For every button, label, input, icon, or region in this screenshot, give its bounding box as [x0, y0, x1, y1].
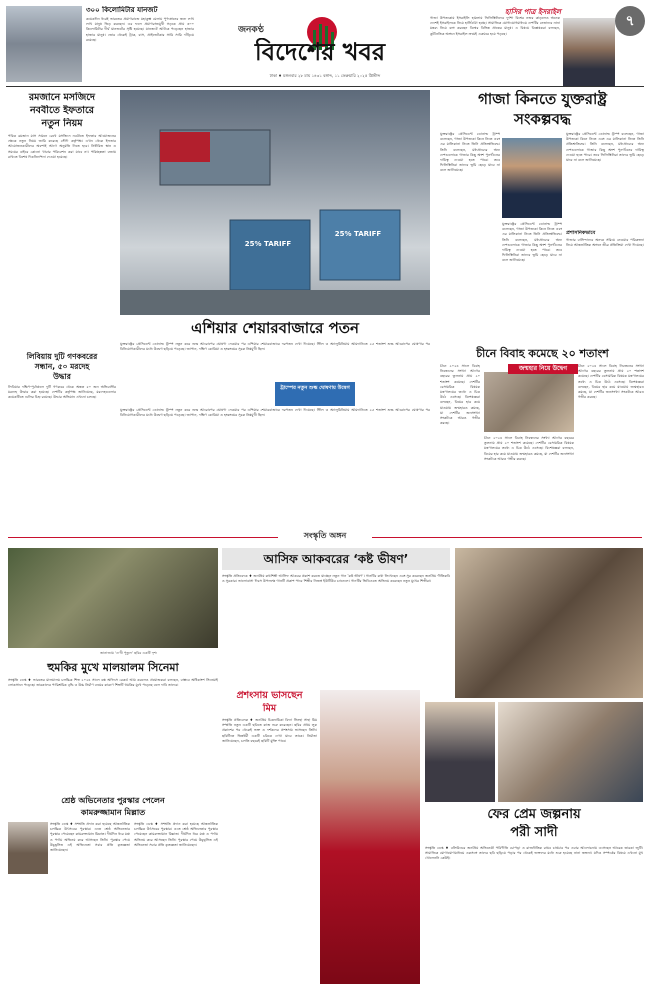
malayalam-film-photo	[8, 548, 218, 648]
pori-headline-line2: পরী সাদী	[510, 825, 558, 840]
gaza-quote-name: প্রশাসনিকভাবে	[566, 230, 596, 236]
tariff-containers-photo	[120, 90, 430, 315]
pori-body: সংস্কৃতি ডেস্ক ♦ বলিউডের জনপ্রিয় অভিনেত্রী পরিণীতি চোপড়া ও রাজনীতিক রাঘব চাড্ডার পর এবার আলোচনায় এসেছেন আরেক তারকা জুটি। সামাজিক যোগাযোগমাধ্যমে একসঙ্গে তাদের ছবি ছড়িয়ে পড়ার পর থেকেই ভক্তদের মধ্যে শুরু হয়েছে নানা জল্পনা। যদিও সম্পর্কের বিষয়ে এখনো মুখ খোলেননি কেউই।	[425, 846, 643, 861]
masthead-rule	[6, 86, 644, 87]
libya-title-line1: লিবিয়ায় দুটি গণকবরের	[26, 352, 98, 361]
kamrul-photo	[8, 822, 48, 874]
asif-headline: আসিফ আকবরের ‘কষ্ট ভীষণ’	[263, 552, 409, 566]
malayalam-body: সংস্কৃতি ডেস্ক ♦ ভারতের মালয়ালম চলচ্চিত্র শিল্প ২০২৪ সালে বক্স অফিসে রেকর্ড আয় করলেও প্রযোজকরা বলছেন, বাস্তবে অধিকাংশ সিনেমাই লোকসানে পড়েছে। তারকাদের পারিশ্রমিক বৃদ্ধি ও উচ্চ নির্মাণ ব্যয়ের কারণে শিল্পটি হুমকির মুখে পড়েছে বলে দাবি তাদের।	[8, 678, 218, 688]
asif-photo	[455, 548, 643, 698]
israel-title: হাসির পাত্র ইসরাইল	[505, 8, 561, 16]
china-body-left: চীনে ২০২৪ সালে বিবাহ নিবন্ধনের সংখ্যা আগের বছরের তুলনায় প্রায় ২০ শতাংশ কমেছে। দেশটির বেসামরিক বিষয়ক মন্ত্রণালয়ের তথ্যে এ চিত্র উঠে এসেছে। বিশেষজ্ঞরা বলছেন, বিয়ের হার কমে যাওয়ায় জন্মহারও কমছে, যা দেশটির জনসংখ্যা সংকটকে আরও গভীর করছে।	[440, 364, 480, 426]
traffic-jam-photo	[6, 6, 82, 82]
asia-market-headline: এশিয়ার শেয়ারবাজারে পতন	[191, 319, 359, 337]
tariff-label-right: 25% TARIFF	[334, 230, 382, 238]
china-body-right: চীনে ২০২৪ সালে বিবাহ নিবন্ধনের সংখ্যা আগের বছরের তুলনায় প্রায় ২০ শতাংশ কমেছে। দেশটির বেসামরিক বিষয়ক মন্ত্রণালয়ের তথ্যে এ চিত্র উঠে এসেছে। বিশেষজ্ঞরা বলছেন, বিয়ের হার কমে যাওয়ায় জন্মহারও কমছে, যা দেশটির জনসংখ্যা সংকটকে আরও গভীর করছে।	[578, 364, 644, 400]
masthead-brand: জনকণ্ঠ	[238, 25, 264, 35]
culture-band-rule-right	[372, 537, 642, 538]
china-inset-text: জন্মহার নিয়ে উদ্বেগ	[518, 365, 568, 372]
traffic-jam-body: কয়েকদিন ধরেই ভারতের প্রয়াগরাজে মহাকুম্ভ মেলায় পুণ্যস্নানের জন্য লাখ লাখ মানুষ ভিড় করছেন। এর ফলে প্রয়াগরাজমুখী সড়কে প্রায় ৩০০ কিলোমিটার দীর্ঘ যানজটের সৃষ্টি হয়েছে। যানজটে আটকে পড়েছেন হাজার হাজার মানুষ। ভোর থেকেই ট্রাক, বাস, প্রাইভেটকার সারি সারি দাঁড়িয়ে রয়েছে।	[86, 17, 194, 42]
ramadan-title-line3: নতুন নিয়ম	[41, 118, 83, 129]
mim-portrait-photo	[320, 690, 420, 984]
pori-headline-line1: ফের প্রেম জল্পনায়	[487, 807, 581, 822]
trump-photo	[502, 138, 562, 218]
libya-body: লিবিয়ার দক্ষিণ-পূর্বাঞ্চলে দুটি গণকবর থেকে অন্তত ৫০ জন অভিবাসীর মরদেহ উদ্ধার করা হয়েছে। দেশটির কর্তৃপক্ষ জানিয়েছে, মরদেহগুলোর কয়েকটিতে গুলির চিহ্ন রয়েছে। উদ্ধার অভিযান এখনো চলছে।	[8, 385, 116, 400]
culture-band-rule-left	[8, 537, 278, 538]
kamrul-body-right: সংস্কৃতি ডেস্ক ♦ সম্প্রতি প্রদান করা হয়েছে আন্তর্জাতিক চলচ্চিত্র উৎসবের পুরস্কার। এতে শ্রেষ্ঠ অভিনেতার পুরস্কার পেয়েছেন কামরুজ্জামান মিল্লাত। দীর্ঘদিন ধরে মঞ্চ ও পর্দায় অভিনয় করে আসছেন তিনি। পুরস্কার পেয়ে উচ্ছ্বসিত এই অভিনেতা সবার প্রতি কৃতজ্ঞতা জানিয়েছেন।	[134, 822, 218, 847]
asia-market-body-cont: যুক্তরাষ্ট্রের প্রেসিডেন্ট ডোনাল্ড ট্রাম্প নতুন করে শুল্ক আরোপের ঘোষণা দেওয়ার পর এশিয়ার শেয়ারবাজারে দরপতন দেখা দিয়েছে। স্টিল ও অ্যালুমিনিয়াম আমদানিতে ২৫ শতাংশ শুল্ক আরোপের ঘোষণার পর বিনিয়োগকারীদের মধ্যে উদ্বেগ ছড়িয়ে পড়েছে। জাপান, দক্ষিণ কোরিয়া ও হংকংয়ের সূচক নিম্নমুখী ছিল।	[120, 408, 430, 418]
gaza-quote-body: গাজার বাসিন্দাদের অন্যত্র সরিয়ে নেওয়ার পরিকল্পনা নিয়ে আন্তর্জাতিক অঙ্গনে তীব্র প্রতিক্রিয়া দেখা দিয়েছে।	[566, 238, 644, 248]
mim-headline-line1: প্রশংসায় ভাসছেন	[236, 690, 303, 701]
mim-body: সংস্কৃতি প্রতিবেদক ♦ জনপ্রিয় চিত্রনায়িকা বিদ্যা সিনহা সাহা মিম সম্প্রতি নতুন একটি ছবিতে কাজ শুরু করেছেন। ছবির প্রথম লুক প্রকাশের পর থেকেই ভক্ত ও দর্শকদের প্রশংসায় ভাসছেন তিনি। ছবিটিতে ভিন্নধর্মী একটি চরিত্রে দেখা যাবে তাকে। নির্মাতা জানিয়েছেন, চলতি বছরেই ছবিটি মুক্তি পাবে।	[222, 718, 317, 743]
china-headline: চীনে বিবাহ কমেছে ২০ শতাংশ	[476, 347, 609, 360]
page-number-badge: ৭	[615, 6, 645, 36]
gaza-headline-line2: সংকল্পবদ্ধ	[514, 110, 571, 128]
shipping-containers-icon	[120, 90, 430, 315]
israel-official-photo	[563, 18, 615, 86]
asia-market-body: যুক্তরাষ্ট্রের প্রেসিডেন্ট ডোনাল্ড ট্রাম্প নতুন করে শুল্ক আরোপের ঘোষণা দেওয়ার পর এশিয়ার শেয়ারবাজারে দরপতন দেখা দিয়েছে। স্টিল ও অ্যালুমিনিয়াম আমদানিতে ২৫ শতাংশ শুল্ক আরোপের ঘোষণার পর বিনিয়োগকারীদের মধ্যে উদ্বেগ ছড়িয়ে পড়েছে। জাপান, দক্ষিণ কোরিয়া ও হংকংয়ের সূচক নিম্নমুখী ছিল।	[120, 342, 430, 352]
culture-band-label: সংস্কৃতি অঙ্গন	[303, 531, 347, 540]
kamrul-headline-line1: শ্রেষ্ঠ অভিনেতার পুরস্কার পেলেন	[61, 796, 165, 805]
traffic-jam-title: ৩০০ কিলোমিটার যানজট	[86, 6, 158, 14]
malayalam-headline: হুমকির মুখে মালয়ালম সিনেমা	[47, 661, 179, 674]
masthead-section-title: বিদেশের খবর	[254, 38, 386, 66]
israel-body: গাজা উপত্যকায় ইসরাইলি হামলায় ফিলিস্তিনিদের দুর্দশা বিশ্বের নজর কাড়লেও অনেক দেশেই ইসরাইলকে নিয়ে হাসিঠাট্টা হচ্ছে। সামাজিক যোগাযোগমাধ্যমে দেশটির নেতাদের নানা মন্তব্য নিয়ে ব্যঙ্গ করছেন বিশ্বের বিভিন্ন প্রান্তের মানুষ। এ বিষয়ে বিশ্লেষকরা বলছেন, কূটনৈতিক অঙ্গনে ইসরাইল ক্রমেই একঘরে হয়ে পড়ছে।	[430, 16, 560, 36]
malayalam-photo-caption: জানাজায় ‘দেখী পুতুল’ ছবির একটি দৃশ্য	[100, 651, 157, 655]
gaza-body-right: যুক্তরাষ্ট্রের প্রেসিডেন্ট ডোনাল্ড ট্রাম্প বলেছেন, গাজা উপত্যকা কিনে নিতে এবং এর মালিকানা নিতে তিনি প্রতিশ্রুতিবদ্ধ। তিনি বলেছেন, মধ্যপ্রাচ্যের অন্য দেশগুলোকে গাজার কিছু অংশ পুনর্গঠনের দায়িত্ব দেওয়া হতে পারে। তবে ফিলিস্তিনিরা তাদের ভূমি ছেড়ে যাবে না বলে জানিয়েছে।	[566, 132, 644, 163]
kamrul-headline-line2: কামরুজ্জামান মিল্লাত	[80, 808, 146, 817]
gaza-body-left: যুক্তরাষ্ট্রের প্রেসিডেন্ট ডোনাল্ড ট্রাম্প বলেছেন, গাজা উপত্যকা কিনে নিতে এবং এর মালিকানা নিতে তিনি প্রতিশ্রুতিবদ্ধ। তিনি বলেছেন, মধ্যপ্রাচ্যের অন্য দেশগুলোকে গাজার কিছু অংশ পুনর্গঠনের দায়িত্ব দেওয়া হতে পারে। তবে ফিলিস্তিনিরা তাদের ভূমি ছেড়ে যাবে না বলে জানিয়েছে।	[440, 132, 500, 173]
pori-photo-1	[425, 702, 495, 802]
asia-market-inset	[275, 382, 355, 406]
china-inset	[508, 364, 578, 374]
china-wedding-photo	[484, 372, 574, 432]
china-body-mid: চীনে ২০২৪ সালে বিবাহ নিবন্ধনের সংখ্যা আগের বছরের তুলনায় প্রায় ২০ শতাংশ কমেছে। দেশটির বেসামরিক বিষয়ক মন্ত্রণালয়ের তথ্যে এ চিত্র উঠে এসেছে। বিশেষজ্ঞরা বলছেন, বিয়ের হার কমে যাওয়ায় জন্মহারও কমছে, যা দেশটির জনসংখ্যা সংকটকে আরও গভীর করছে।	[484, 436, 574, 461]
asif-body: সংস্কৃতি প্রতিবেদক ♦ জনপ্রিয় কণ্ঠশিল্পী আসিফ আকবর প্রকাশ করতে যাচ্ছেন নতুন গান ‘কষ্ট ভীষণ’। গানটির কথা লিখেছেন এবং সুর করেছেন জনপ্রিয় গীতিকবি ও সুরকার। ভালোবাসা দিবস উপলক্ষে গানটি প্রকাশ পাবে শিল্পীর নিজস্ব ইউটিউব চ্যানেলে। গানটির ভিডিওতে অভিনয় করেছেন নতুন মুখের শিল্পীরা।	[222, 574, 450, 584]
masthead-date-line: ঢাকা ♦ মঙ্গলবার ২৮ মাঘ ১৪৩১ বঙ্গাব্দ, ১১ ফেব্রুয়ারি ২০২৫ খ্রিস্টাব্দ	[269, 73, 381, 78]
mim-headline-line2: মিম	[262, 703, 277, 714]
libya-title-line3: উদ্ধার	[53, 372, 71, 381]
ramadan-body: পবিত্র রমজান মাস সামনে রেখে মসজিদে নববীতে ইফতার আয়োজনের ক্ষেত্রে নতুন নিয়ম জারি করেছে সৌদি কর্তৃপক্ষ। এখন থেকে ইফতার আয়োজনকারীদের অবশ্যই আগে অনুমতি নিতে হবে। নির্ধারিত স্থান ও সময়ের বাইরে কোনো খাবার পরিবেশন করা যাবে না। পরিচ্ছন্নতা বজায় রাখতে বিশেষ দিকনির্দেশনা দেওয়া হয়েছে।	[8, 134, 116, 159]
pori-photo-2	[498, 702, 643, 802]
tariff-label-left: 25% TARIFF	[244, 240, 292, 248]
gaza-headline-line1: গাজা কিনতে যুক্তরাষ্ট্র	[478, 90, 607, 108]
ramadan-title-line1: রমজানে মসজিদে	[28, 92, 96, 103]
libya-title-line2: সন্ধান, ৫০ মরদেহ	[34, 362, 90, 371]
asia-market-inset-text: ট্রাম্পের নতুন শুল্ক ঘোষণায় উদ্বেগ	[280, 385, 350, 391]
kamrul-body-left: সংস্কৃতি ডেস্ক ♦ সম্প্রতি প্রদান করা হয়েছে আন্তর্জাতিক চলচ্চিত্র উৎসবের পুরস্কার। এতে শ্রেষ্ঠ অভিনেতার পুরস্কার পেয়েছেন কামরুজ্জামান মিল্লাত। দীর্ঘদিন ধরে মঞ্চ ও পর্দায় অভিনয় করে আসছেন তিনি। পুরস্কার পেয়ে উচ্ছ্বসিত এই অভিনেতা সবার প্রতি কৃতজ্ঞতা জানিয়েছেন।	[50, 822, 130, 853]
asif-headline-box	[222, 548, 450, 570]
ramadan-title-line2: নববীতে ইফতারে	[29, 105, 95, 116]
gaza-body-mid: যুক্তরাষ্ট্রের প্রেসিডেন্ট ডোনাল্ড ট্রাম্প বলেছেন, গাজা উপত্যকা কিনে নিতে এবং এর মালিকানা নিতে তিনি প্রতিশ্রুতিবদ্ধ। তিনি বলেছেন, মধ্যপ্রাচ্যের অন্য দেশগুলোকে গাজার কিছু অংশ পুনর্গঠনের দায়িত্ব দেওয়া হতে পারে। তবে ফিলিস্তিনিরা তাদের ভূমি ছেড়ে যাবে না বলে জানিয়েছে।	[502, 222, 562, 263]
